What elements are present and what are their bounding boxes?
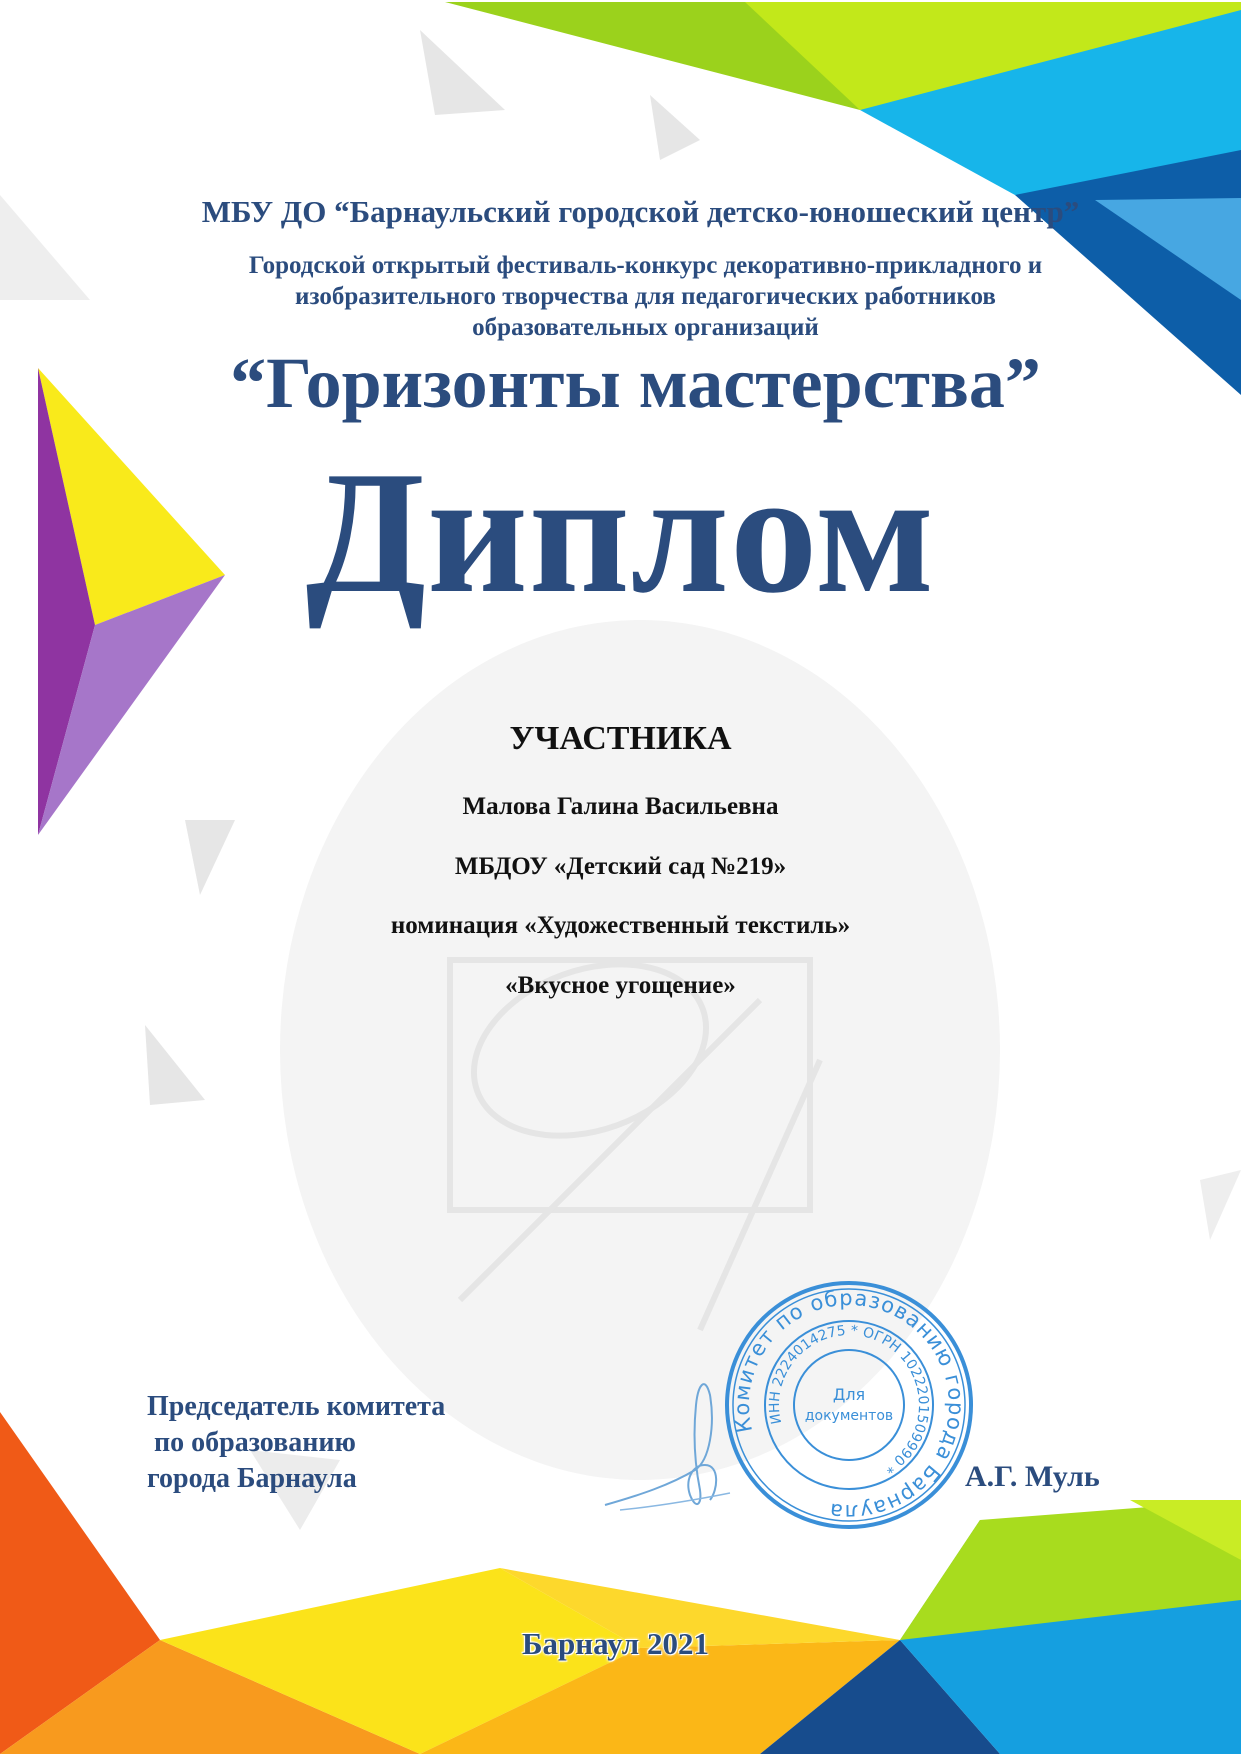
stamp-center-line: Для bbox=[832, 1385, 866, 1404]
festival-line: изобразительного творчества для педагогических работников bbox=[295, 283, 996, 310]
grey-triangle bbox=[650, 95, 700, 160]
recipient-name: Малова Галина Васильевна bbox=[462, 793, 779, 820]
svg-text:Комитет по образованию города bbox=[722, 1278, 976, 1532]
position-line: Председатель комитета bbox=[147, 1391, 446, 1422]
festival-line: образовательных организаций bbox=[472, 314, 819, 341]
festival-line: Городской открытый фестиваль-конкурс декоративно-прикладного и bbox=[248, 252, 1043, 279]
work-title: «Вкусное угощение» bbox=[505, 972, 736, 999]
stamp-outer-text: Комитет по образованию города Барнаула bbox=[729, 1285, 969, 1525]
signer-name: А.Г. Муль bbox=[965, 1460, 1100, 1493]
grey-triangle bbox=[420, 30, 505, 115]
position-line: города Барнаула bbox=[147, 1463, 357, 1494]
grey-triangle bbox=[145, 1025, 205, 1105]
stamp-inner-text: ИНН 2224014275 * ОГРН 1022201509990 * bbox=[766, 1322, 932, 1477]
position-line: по образованию bbox=[147, 1427, 356, 1458]
official-stamp bbox=[722, 1278, 976, 1532]
signatory-position bbox=[147, 1389, 445, 1497]
contest-name: “Горизонты мастерства” bbox=[230, 343, 1041, 423]
stamp-center-line: документов bbox=[804, 1408, 894, 1424]
diploma-title: Диплом bbox=[305, 435, 936, 629]
handwritten-signature bbox=[600, 1365, 740, 1520]
participant-label: УЧАСТНИКА bbox=[509, 720, 732, 757]
nomination: номинация «Художественный текстиль» bbox=[390, 912, 851, 939]
city-year: Барнаул 2021 bbox=[522, 1626, 709, 1661]
organization-name: МБУ ДО “Барнаульский городской детско-юношеский центр” bbox=[201, 194, 1080, 229]
festival-description bbox=[25, 250, 1241, 343]
institution-name: МБДОУ «Детский сад №219» bbox=[454, 853, 787, 880]
grey-triangle bbox=[1200, 1170, 1241, 1240]
